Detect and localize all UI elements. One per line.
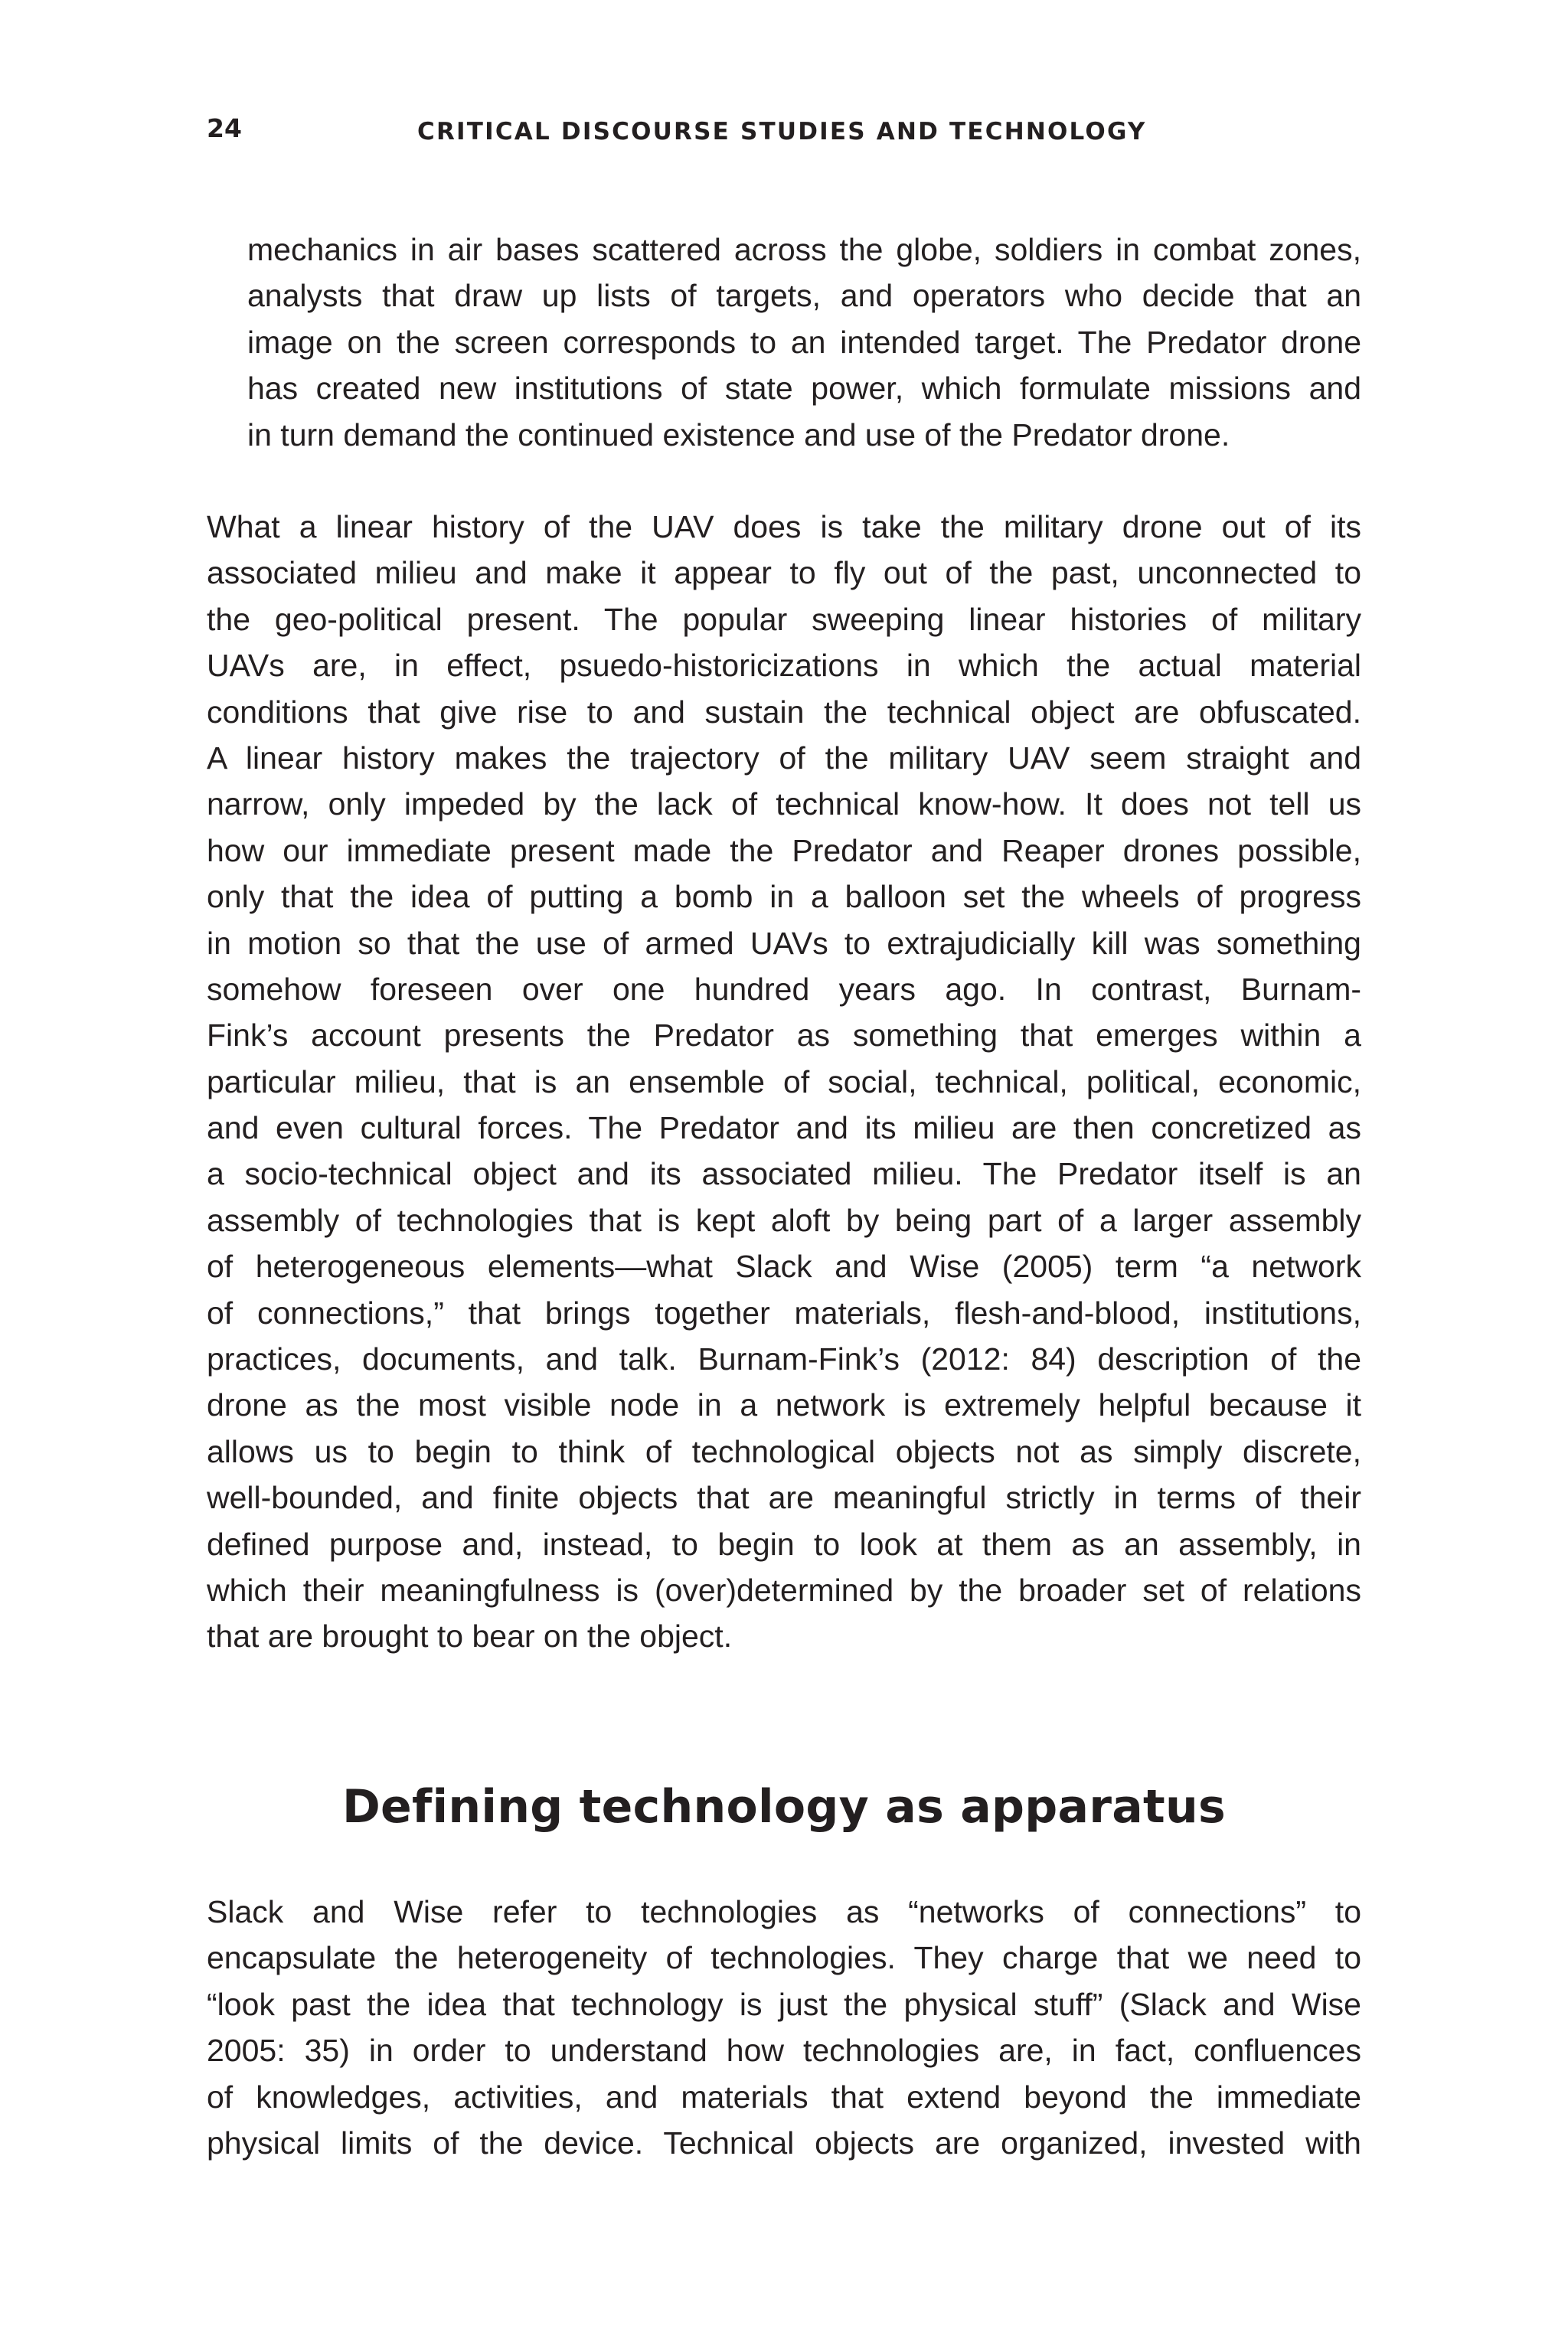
paragraph-line: UAVs are, in effect, psuedo-historicizations in which the actual material bbox=[207, 648, 1361, 684]
paragraph-line: “look past the idea that technology is just the physical stuff” (Slack and Wise bbox=[207, 1986, 1361, 2022]
body-paragraph bbox=[207, 1889, 1361, 2166]
paragraph-line: conditions that give rise to and sustain the technical object are obfuscated. bbox=[207, 694, 1361, 730]
paragraph-line: encapsulate the heterogeneity of technologies. They charge that we need to bbox=[207, 1940, 1361, 1976]
paragraph-line: of connections,” that brings together materials, flesh-and-blood, institutions, bbox=[207, 1295, 1361, 1331]
paragraph-line: a socio-technical object and its associated milieu. The Predator itself is an bbox=[207, 1156, 1361, 1192]
paragraph-line: Slack and Wise refer to technologies as “networks of connections” to bbox=[207, 1894, 1361, 1929]
page-number: 24 bbox=[207, 113, 242, 143]
paragraph-line: defined purpose and, instead, to begin to look at them as an assembly, in bbox=[207, 1526, 1361, 1562]
quote-line: in turn demand the continued existence and use of the Predator drone. bbox=[247, 416, 1230, 452]
paragraph-line: well-bounded, and finite objects that are meaningful strictly in terms of their bbox=[207, 1480, 1361, 1516]
paragraph-line: physical limits of the device. Technical objects are organized, invested with bbox=[207, 2125, 1361, 2161]
paragraph-line: associated milieu and make it appear to fly out of the past, unconnected to bbox=[207, 555, 1361, 591]
paragraph-line: of heterogeneous elements—what Slack and Wise (2005) term “a network bbox=[207, 1249, 1361, 1285]
paragraph-line: narrow, only impeded by the lack of technical know-how. It does not tell us bbox=[207, 786, 1361, 822]
paragraph-line: Fink’s account presents the Predator as something that emerges within a bbox=[207, 1018, 1361, 1054]
quote-line: image on the screen corresponds to an intended target. The Predator drone bbox=[247, 324, 1361, 360]
paragraph-line: 2005: 35) in order to understand how technologies are, in fact, confluences bbox=[207, 2033, 1361, 2069]
running-head: CRITICAL DISCOURSE STUDIES AND TECHNOLOGY bbox=[417, 118, 1147, 145]
paragraph-line: only that the idea of putting a bomb in a balloon set the wheels of progress bbox=[207, 879, 1361, 915]
paragraph-line: particular milieu, that is an ensemble of social, technical, political, economic, bbox=[207, 1063, 1361, 1099]
paragraph-line: drone as the most visible node in a network is extremely helpful because it bbox=[207, 1387, 1361, 1423]
quote-line: mechanics in air bases scattered across the globe, soldiers in combat zones, bbox=[247, 232, 1361, 267]
paragraph-line: somehow foreseen over one hundred years ago. In contrast, Burnam- bbox=[207, 971, 1361, 1007]
body-paragraph bbox=[207, 504, 1361, 1660]
paragraph-line: how our immediate present made the Predator and Reaper drones possible, bbox=[207, 832, 1361, 868]
paragraph-line: A linear history makes the trajectory of the military UAV seem straight and bbox=[207, 740, 1361, 776]
paragraph-line: and even cultural forces. The Predator and its milieu are then concretized as bbox=[207, 1110, 1361, 1146]
paragraph-line: practices, documents, and talk. Burnam-Fink’s (2012: 84) description of the bbox=[207, 1341, 1361, 1377]
paragraph-line: that are brought to bear on the object. bbox=[207, 1619, 733, 1655]
section-heading: Defining technology as apparatus bbox=[341, 1780, 1227, 1834]
block-quote bbox=[247, 227, 1361, 458]
quote-line: analysts that draw up lists of targets, and operators who decide that an bbox=[247, 278, 1361, 314]
paragraph-line: of knowledges, activities, and materials that extend beyond the immediate bbox=[207, 2079, 1361, 2115]
quote-line: has created new institutions of state power, which formulate missions and bbox=[247, 371, 1361, 407]
paragraph-line: which their meaningfulness is (over)determined by the broader set of relations bbox=[207, 1572, 1361, 1608]
paragraph-line: allows us to begin to think of technological objects not as simply discrete, bbox=[207, 1433, 1361, 1469]
paragraph-line: in motion so that the use of armed UAVs to extrajudicially kill was something bbox=[207, 925, 1361, 961]
paragraph-line: What a linear history of the UAV does is take the military drone out of its bbox=[207, 509, 1361, 544]
paragraph-line: assembly of technologies that is kept aloft by being part of a larger assembly bbox=[207, 1202, 1361, 1238]
paragraph-line: the geo-political present. The popular sweeping linear histories of military bbox=[207, 601, 1361, 637]
